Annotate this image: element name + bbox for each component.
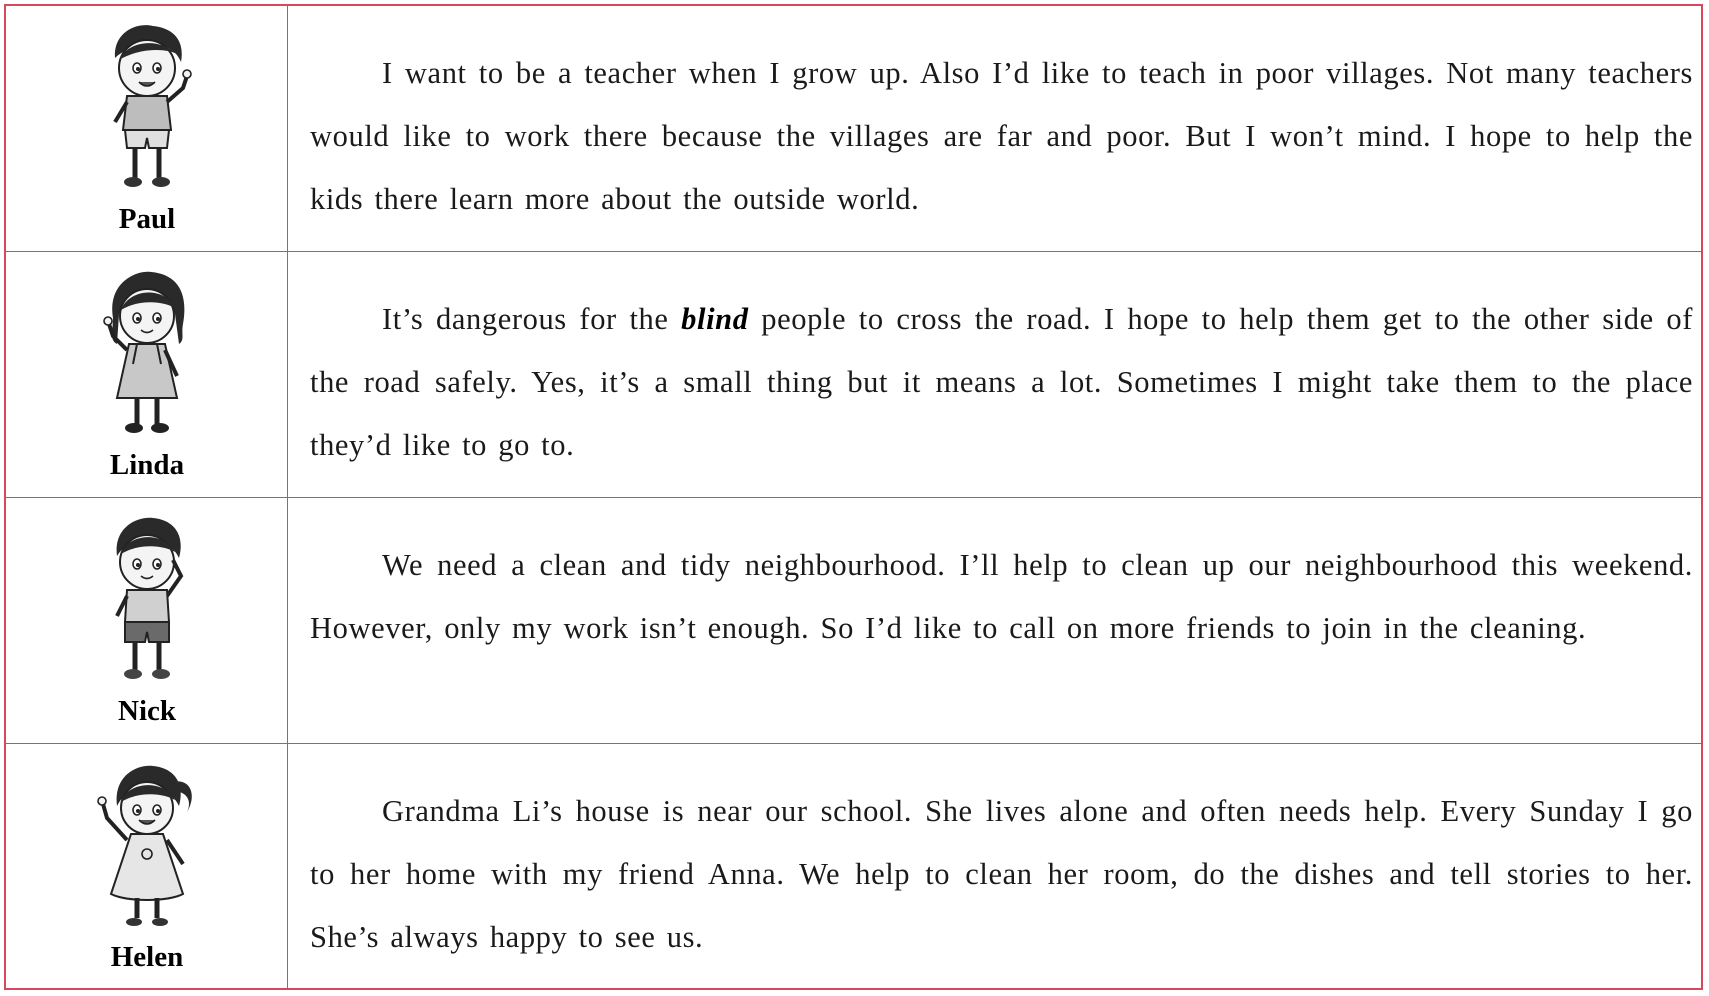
avatar-cell <box>6 6 288 251</box>
student-name: Helen <box>110 941 184 973</box>
boy-cartoon-icon <box>87 18 207 198</box>
passage-text-before: It’s dangerous for the <box>382 302 682 336</box>
avatar-cell <box>6 744 288 988</box>
passage-text-after: people to cross the road. I hope to help them get to the other side of the road safely. Yes, it’s a small thing but it means a lot. Sometimes I might take them to the place they’d like to go to. <box>310 302 1693 462</box>
boy-cartoon-icon <box>87 510 207 690</box>
student-name: Linda <box>109 449 185 481</box>
emphasized-word: blind <box>681 302 749 336</box>
passage-text: We need a clean and tidy neighbourhood. I’ll help to clean up our neighbourhood this weekend. However, only my work isn’t enough. So I’d like to call on more friends to join in the cleaning. <box>310 548 1693 645</box>
table-row-linda <box>6 252 1701 498</box>
girl-cartoon-icon <box>87 756 207 936</box>
passage-table <box>4 4 1703 990</box>
student-name: Paul <box>118 203 176 235</box>
avatar-cell <box>6 498 288 743</box>
avatar-cell <box>6 252 288 497</box>
student-name: Nick <box>118 695 176 727</box>
table-row-nick <box>6 498 1701 744</box>
table-row-paul <box>6 6 1701 252</box>
girl-cartoon-icon <box>87 264 207 444</box>
passage-text: Grandma Li’s house is near our school. She lives alone and often needs help. Every Sunday I go to her home with my friend Anna. We help to clean her room, do the dishes and tell stories to her. She’s always happy to see us. <box>310 794 1693 954</box>
passage-text: I want to be a teacher when I grow up. Also I’d like to teach in poor villages. Not many teachers would like to work there because the villages are far and poor. But I won’t mind. I hope to help the kids there learn more about the outside world. <box>310 56 1693 216</box>
passage-text <box>310 288 1693 477</box>
table-row-helen <box>6 744 1701 988</box>
